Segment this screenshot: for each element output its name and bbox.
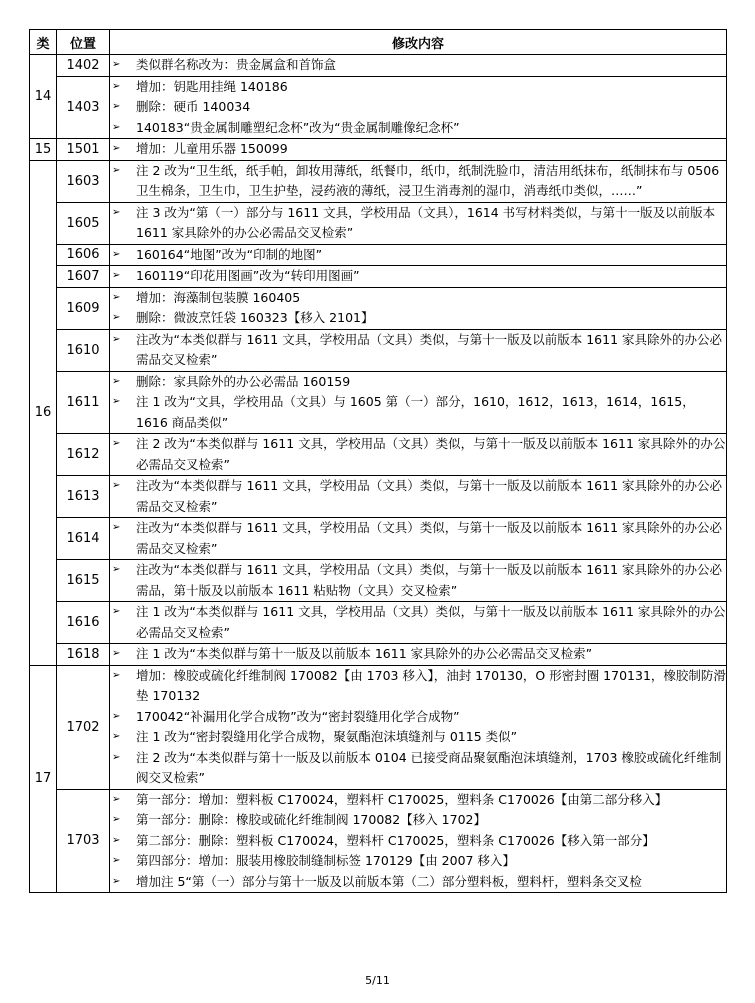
modification-content <box>110 644 727 666</box>
table-row <box>30 371 727 434</box>
list-item <box>110 372 726 393</box>
item-text: 注 2 改为“卫生纸，纸手帕，卸妆用薄纸，纸餐巾，纸巾，纸制洗脸巾，清洁用纸抹布，纸制抹布与 0506 卫生棉条，卫生巾，卫生护垫，浸药液的薄纸，浸卫生消毒剂的湿巾，消毒纸巾类似，……” <box>136 162 720 198</box>
table-row <box>30 202 727 244</box>
table-row <box>30 76 727 139</box>
list-item <box>110 77 726 98</box>
arrow-bullet-icon: ➢ <box>112 270 121 281</box>
list-item <box>110 727 726 748</box>
header-position: 位置 <box>57 30 110 55</box>
modification-content <box>110 518 727 560</box>
table-body <box>30 55 727 893</box>
list-item <box>110 392 726 433</box>
list-item <box>110 810 726 831</box>
list-item <box>110 872 726 893</box>
item-text: 第四部分：增加：服装用橡胶制缝制标签 170129【由 2007 移入】 <box>136 853 515 868</box>
arrow-bullet-icon: ➢ <box>112 669 121 681</box>
item-text: 170042“补漏用化学合成物”改为“密封裂缝用化学合成物” <box>136 708 460 724</box>
arrow-bullet-icon: ➢ <box>112 875 121 887</box>
modification-content <box>110 602 727 644</box>
arrow-bullet-icon: ➢ <box>112 855 121 866</box>
item-text: 注 2 改为“本类似群与第十一版及以前版本 0104 已接受商品聚氨酯泡沫填缝剂，1703 橡胶或硫化纤维制阀交叉检索” <box>136 749 722 785</box>
item-text: 160164“地图”改为“印制的地图” <box>136 246 323 262</box>
position-code: 1606 <box>57 244 110 266</box>
list-item <box>110 666 726 707</box>
arrow-bullet-icon: ➢ <box>112 143 121 154</box>
arrow-bullet-icon: ➢ <box>112 101 121 112</box>
item-text: 增加：海藻制包装膜 160405 <box>136 289 301 305</box>
modification-content <box>110 287 727 329</box>
arrow-bullet-icon: ➢ <box>112 606 121 617</box>
position-code: 1702 <box>57 665 110 789</box>
position-code: 1501 <box>57 139 110 161</box>
list-item <box>110 748 726 789</box>
item-text: 注 1 改为“密封裂缝用化学合成物，聚氨酯泡沫填缝剂与 0115 类似” <box>136 729 518 744</box>
item-text: 注改为“本类似群与 1611 文具，学校用品（文具）类似，与第十一版及以前版本 1611 家具除外的办公必需品交叉检索” <box>136 478 722 514</box>
position-code: 1703 <box>57 789 110 893</box>
list-item <box>110 139 726 160</box>
arrow-bullet-icon: ➢ <box>112 375 121 387</box>
item-text: 第一部分：增加：塑料板 C170024，塑料杆 C170025，塑料条 C170026【由第二部分移入】 <box>136 791 668 807</box>
modification-content <box>110 665 727 789</box>
table-row <box>30 329 727 371</box>
position-code: 1607 <box>57 266 110 288</box>
list-item <box>110 266 726 287</box>
item-text: 140183“贵金属制雕塑纪念杯”改为“贵金属制雕像纪念杯” <box>136 119 460 135</box>
modification-content <box>110 55 727 77</box>
arrow-bullet-icon: ➢ <box>112 164 121 176</box>
list-item <box>110 707 726 728</box>
position-code: 1603 <box>57 160 110 202</box>
table-row <box>30 55 727 77</box>
list-item <box>110 203 726 244</box>
list-item <box>110 644 726 665</box>
list-item <box>110 831 726 852</box>
list-item <box>110 434 726 475</box>
arrow-bullet-icon: ➢ <box>112 121 121 133</box>
arrow-bullet-icon: ➢ <box>112 522 121 533</box>
arrow-bullet-icon: ➢ <box>112 731 121 742</box>
position-code: 1605 <box>57 202 110 244</box>
list-item <box>110 288 726 309</box>
table-row <box>30 287 727 329</box>
arrow-bullet-icon: ➢ <box>112 480 121 491</box>
item-text: 注 2 改为“本类似群与 1611 文具，学校用品（文具）类似，与第十一版及以前版本 1611 家具除外的办公必需品交叉检索” <box>136 436 726 472</box>
modification-content <box>110 244 727 266</box>
item-text: 注改为“本类似群与 1611 文具，学校用品（文具）类似，与第十一版及以前版本 1611 家具除外的办公必需品交叉检索” <box>136 520 722 556</box>
modification-content <box>110 434 727 476</box>
table-row <box>30 644 727 666</box>
position-code: 1612 <box>57 434 110 476</box>
arrow-bullet-icon: ➢ <box>112 248 121 260</box>
arrow-bullet-icon: ➢ <box>112 59 121 70</box>
list-item <box>110 308 726 329</box>
table-row <box>30 665 727 789</box>
arrow-bullet-icon: ➢ <box>112 333 121 345</box>
list-item <box>110 330 726 371</box>
position-code: 1614 <box>57 518 110 560</box>
item-text: 增加注 5“第（一）部分与第十一版及以前版本第（二）部分塑料板，塑料杆，塑料条交叉检 <box>136 873 642 889</box>
position-code: 1403 <box>57 76 110 139</box>
list-item <box>110 560 726 601</box>
list-item <box>110 245 726 266</box>
list-item <box>110 518 726 559</box>
header-content: 修改内容 <box>110 30 727 55</box>
arrow-bullet-icon: ➢ <box>112 751 121 763</box>
table-row <box>30 476 727 518</box>
item-text: 删除：硬币 140034 <box>136 99 251 114</box>
modification-content <box>110 371 727 434</box>
table-row <box>30 789 727 893</box>
item-text: 注 1 改为“文具，学校用品（文具）与 1605 第（一）部分，1610，1612，1613，1614，1615，1616 商品类似” <box>136 394 695 430</box>
table-row <box>30 244 727 266</box>
list-item <box>110 118 726 139</box>
arrow-bullet-icon: ➢ <box>112 648 121 659</box>
modification-content <box>110 560 727 602</box>
arrow-bullet-icon: ➢ <box>112 396 121 407</box>
position-code: 1618 <box>57 644 110 666</box>
table-row <box>30 266 727 288</box>
table-row <box>30 518 727 560</box>
position-code: 1613 <box>57 476 110 518</box>
arrow-bullet-icon: ➢ <box>112 291 121 303</box>
arrow-bullet-icon: ➢ <box>112 312 121 323</box>
arrow-bullet-icon: ➢ <box>112 710 121 722</box>
item-text: 第一部分：删除：橡胶或硫化纤维制阀 170082【移入 1702】 <box>136 812 486 827</box>
position-code: 1616 <box>57 602 110 644</box>
item-text: 160119“印花用图画”改为“转印用图画” <box>136 268 360 283</box>
list-item <box>110 602 726 643</box>
arrow-bullet-icon: ➢ <box>112 80 121 92</box>
table-row <box>30 560 727 602</box>
item-text: 增加：钥匙用挂绳 140186 <box>136 78 288 94</box>
table-row <box>30 602 727 644</box>
item-text: 增加：橡胶或硫化纤维制阀 170082【由 1703 移入】，油封 170130，O 形密封圈 170131，橡胶制防滑垫 170132 <box>136 667 726 703</box>
list-item <box>110 851 726 872</box>
item-text: 注改为“本类似群与 1611 文具，学校用品（文具）类似，与第十一版及以前版本 1611 家具除外的办公必需品交叉检索” <box>136 331 722 367</box>
item-text: 注 3 改为“第（一）部分与 1611 文具，学校用品（文具），1614 书写材料类似，与第十一版及以前版本 1611 家具除外的办公必需品交叉检索” <box>136 204 716 240</box>
arrow-bullet-icon: ➢ <box>112 564 121 575</box>
list-item <box>110 161 726 202</box>
modification-content <box>110 202 727 244</box>
modification-content <box>110 139 727 161</box>
arrow-bullet-icon: ➢ <box>112 834 121 846</box>
header-class: 类 <box>30 30 57 55</box>
item-text: 注改为“本类似群与 1611 文具，学校用品（文具）类似，与第十一版及以前版本 1611 家具除外的办公必需品，第十版及以前版本 1611 粘贴物（文具）交叉检索” <box>136 562 722 598</box>
header-row <box>30 30 727 55</box>
position-code: 1615 <box>57 560 110 602</box>
modification-content <box>110 476 727 518</box>
modification-content <box>110 329 727 371</box>
item-text: 删除：家具除外的办公必需品 160159 <box>136 373 351 389</box>
page-number: 5/11 <box>365 974 390 987</box>
modification-table <box>29 29 727 893</box>
item-text: 类似群名称改为：贵金属盒和首饰盒 <box>136 57 337 72</box>
item-text: 注 1 改为“本类似群与第十一版及以前版本 1611 家具除外的办公必需品交叉检索” <box>136 646 593 661</box>
list-item <box>110 97 726 118</box>
class-number: 15 <box>30 139 57 161</box>
list-item <box>110 790 726 811</box>
class-number: 17 <box>30 665 57 893</box>
class-number: 14 <box>30 55 57 139</box>
table-row <box>30 160 727 202</box>
table-row <box>30 434 727 476</box>
position-code: 1402 <box>57 55 110 77</box>
item-text: 删除：微波烹饪袋 160323【移入 2101】 <box>136 310 374 325</box>
list-item <box>110 476 726 517</box>
table-row <box>30 139 727 161</box>
arrow-bullet-icon: ➢ <box>112 206 121 218</box>
item-text: 增加：儿童用乐器 150099 <box>136 141 288 156</box>
position-code: 1609 <box>57 287 110 329</box>
modification-content <box>110 789 727 893</box>
position-code: 1610 <box>57 329 110 371</box>
position-code: 1611 <box>57 371 110 434</box>
item-text: 第二部分：删除：塑料板 C170024，塑料杆 C170025，塑料条 C170026【移入第一部分】 <box>136 832 655 848</box>
arrow-bullet-icon: ➢ <box>112 793 121 805</box>
class-number: 16 <box>30 160 57 665</box>
modification-content <box>110 266 727 288</box>
arrow-bullet-icon: ➢ <box>112 814 121 825</box>
list-item <box>110 55 726 76</box>
arrow-bullet-icon: ➢ <box>112 438 121 449</box>
modification-content <box>110 160 727 202</box>
item-text: 注 1 改为“本类似群与 1611 文具，学校用品（文具）类似，与第十一版及以前版本 1611 家具除外的办公必需品交叉检索” <box>136 604 726 640</box>
modification-content <box>110 76 727 139</box>
